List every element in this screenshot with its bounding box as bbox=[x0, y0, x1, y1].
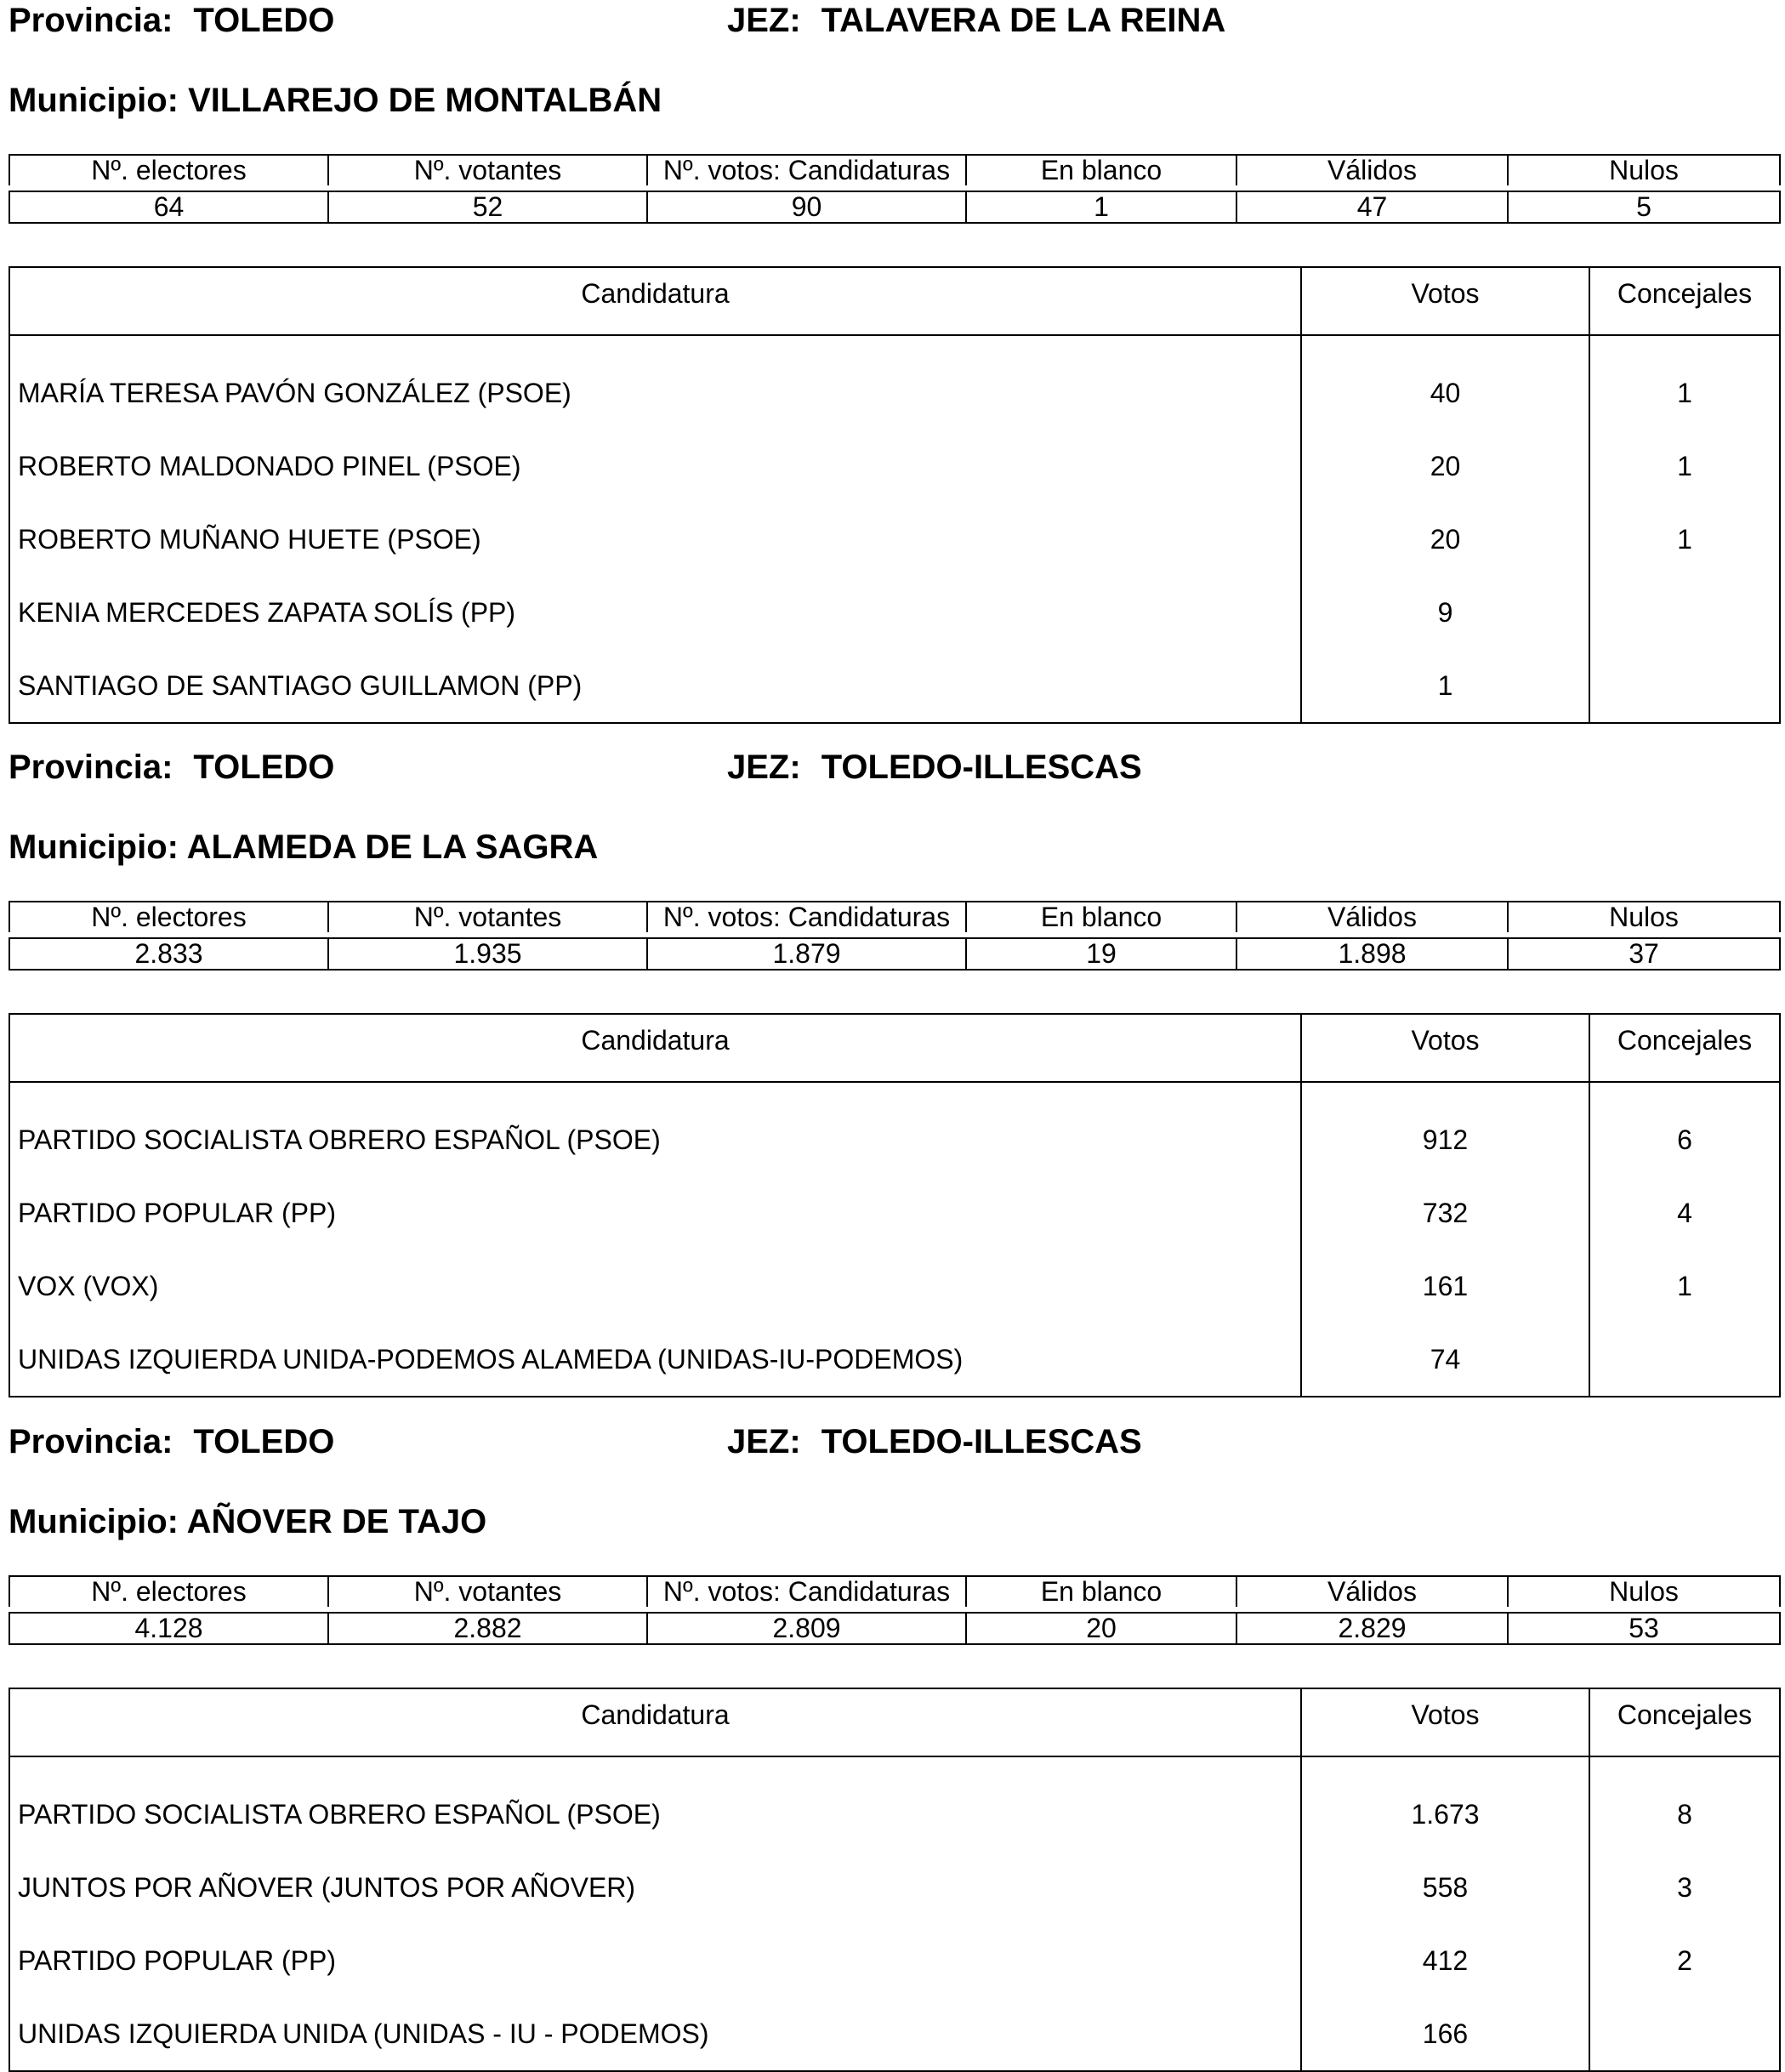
municipio-label: Municipio: bbox=[9, 828, 179, 866]
provincia-label: Provincia: bbox=[9, 2, 173, 39]
stat-header: Nulos bbox=[1508, 155, 1780, 185]
votos-value: 40 bbox=[1301, 356, 1589, 430]
stat-header: Nº. votos: Candidaturas bbox=[647, 155, 966, 185]
concejales-value: 8 bbox=[1589, 1778, 1780, 1851]
concejales-header: Concejales bbox=[1589, 1014, 1780, 1082]
votos-header: Votos bbox=[1301, 1688, 1589, 1756]
concejales-value: 4 bbox=[1589, 1176, 1780, 1249]
jez-value: TOLEDO-ILLESCAS bbox=[821, 749, 1142, 786]
candidaturas-header-row bbox=[9, 1014, 1780, 1082]
table-row bbox=[9, 1249, 1780, 1323]
concejales-header: Concejales bbox=[1589, 267, 1780, 335]
jez-label: JEZ: bbox=[727, 749, 801, 786]
stat-header: Nº. electores bbox=[9, 902, 328, 932]
votos-value: 1 bbox=[1301, 649, 1589, 723]
concejales-value bbox=[1589, 576, 1780, 649]
concejales-value: 1 bbox=[1589, 430, 1780, 503]
candidaturas-header-row bbox=[9, 267, 1780, 335]
stat-header: En blanco bbox=[966, 902, 1236, 932]
jez-heading bbox=[727, 0, 1225, 41]
votos-value: 20 bbox=[1301, 503, 1589, 576]
votos-header: Votos bbox=[1301, 1014, 1589, 1082]
candidatura-name: ROBERTO MUÑANO HUETE (PSOE) bbox=[9, 503, 1301, 576]
stats-table bbox=[9, 901, 1781, 971]
stat-value: 90 bbox=[647, 191, 966, 223]
stat-value: 4.128 bbox=[9, 1613, 328, 1644]
candidaturas-table bbox=[9, 1013, 1781, 1397]
jez-value: TALAVERA DE LA REINA bbox=[821, 2, 1226, 39]
stat-value: 53 bbox=[1508, 1613, 1780, 1644]
stat-header: Válidos bbox=[1236, 902, 1508, 932]
stats-header-row bbox=[9, 155, 1780, 185]
provincia-value: TOLEDO bbox=[193, 1423, 335, 1460]
candidatura-name: SANTIAGO DE SANTIAGO GUILLAMON (PP) bbox=[9, 649, 1301, 723]
provincia-heading bbox=[9, 0, 334, 41]
candidatura-header: Candidatura bbox=[9, 267, 1301, 335]
table-row bbox=[9, 1176, 1780, 1249]
candidatura-name: PARTIDO SOCIALISTA OBRERO ESPAÑOL (PSOE) bbox=[9, 1778, 1301, 1851]
jez-label: JEZ: bbox=[727, 2, 801, 39]
stat-header: En blanco bbox=[966, 1576, 1236, 1607]
votos-value: 558 bbox=[1301, 1851, 1589, 1924]
stats-table bbox=[9, 154, 1781, 224]
jez-heading bbox=[727, 1421, 1142, 1462]
provincia-label: Provincia: bbox=[9, 749, 173, 786]
concejales-value: 3 bbox=[1589, 1851, 1780, 1924]
candidaturas-header-row bbox=[9, 1688, 1780, 1756]
table-row bbox=[9, 1323, 1780, 1397]
jez-heading bbox=[727, 747, 1142, 788]
candidatura-header: Candidatura bbox=[9, 1688, 1301, 1756]
table-row bbox=[9, 1778, 1780, 1851]
candidatura-name: PARTIDO POPULAR (PP) bbox=[9, 1176, 1301, 1249]
provincia-heading bbox=[9, 1421, 334, 1462]
candidatura-header: Candidatura bbox=[9, 1014, 1301, 1082]
stat-value: 1 bbox=[966, 191, 1236, 223]
concejales-value: 1 bbox=[1589, 356, 1780, 430]
candidatura-name: ROBERTO MALDONADO PINEL (PSOE) bbox=[9, 430, 1301, 503]
candidatura-name: PARTIDO POPULAR (PP) bbox=[9, 1924, 1301, 1997]
stats-table bbox=[9, 1575, 1781, 1645]
candidatura-name: MARÍA TERESA PAVÓN GONZÁLEZ (PSOE) bbox=[9, 356, 1301, 430]
stat-value: 2.833 bbox=[9, 938, 328, 970]
candidaturas-table bbox=[9, 1688, 1781, 2072]
candidatura-name: KENIA MERCEDES ZAPATA SOLÍS (PP) bbox=[9, 576, 1301, 649]
stat-header: Nº. votantes bbox=[328, 1576, 647, 1607]
stat-header: Nulos bbox=[1508, 1576, 1780, 1607]
table-row bbox=[9, 1103, 1780, 1176]
votos-value: 20 bbox=[1301, 430, 1589, 503]
concejales-value: 6 bbox=[1589, 1103, 1780, 1176]
stat-value: 1.879 bbox=[647, 938, 966, 970]
stat-header: Nº. votantes bbox=[328, 155, 647, 185]
candidatura-name: VOX (VOX) bbox=[9, 1249, 1301, 1323]
candidatura-name: JUNTOS POR AÑOVER (JUNTOS POR AÑOVER) bbox=[9, 1851, 1301, 1924]
table-row bbox=[9, 576, 1780, 649]
stats-value-row bbox=[9, 938, 1780, 970]
concejales-value bbox=[1589, 1323, 1780, 1397]
provincia-label: Provincia: bbox=[9, 1423, 173, 1460]
stat-header: Nº. votos: Candidaturas bbox=[647, 1576, 966, 1607]
candidatura-name: UNIDAS IZQUIERDA UNIDA (UNIDAS - IU - PODEMOS) bbox=[9, 1997, 1301, 2071]
stat-value: 5 bbox=[1508, 191, 1780, 223]
stat-header: En blanco bbox=[966, 155, 1236, 185]
jez-label: JEZ: bbox=[727, 1423, 801, 1460]
votos-value: 161 bbox=[1301, 1249, 1589, 1323]
stat-value: 2.809 bbox=[647, 1613, 966, 1644]
candidatura-name: UNIDAS IZQUIERDA UNIDA-PODEMOS ALAMEDA (UNIDAS-IU-PODEMOS) bbox=[9, 1323, 1301, 1397]
stat-value: 37 bbox=[1508, 938, 1780, 970]
votos-value: 912 bbox=[1301, 1103, 1589, 1176]
votos-header: Votos bbox=[1301, 267, 1589, 335]
votos-value: 74 bbox=[1301, 1323, 1589, 1397]
votos-value: 732 bbox=[1301, 1176, 1589, 1249]
stats-header-row bbox=[9, 902, 1780, 932]
stat-value: 1.898 bbox=[1236, 938, 1508, 970]
stat-value: 2.882 bbox=[328, 1613, 647, 1644]
votos-value: 1.673 bbox=[1301, 1778, 1589, 1851]
municipio-value: VILLAREJO DE MONTALBÁN bbox=[188, 82, 662, 119]
municipio-heading bbox=[9, 1501, 486, 1542]
stat-header: Válidos bbox=[1236, 155, 1508, 185]
table-row bbox=[9, 649, 1780, 723]
stats-value-row bbox=[9, 191, 1780, 223]
table-row bbox=[9, 1924, 1780, 1997]
stat-header: Válidos bbox=[1236, 1576, 1508, 1607]
provincia-value: TOLEDO bbox=[193, 2, 335, 39]
stat-header: Nº. electores bbox=[9, 155, 328, 185]
stat-value: 47 bbox=[1236, 191, 1508, 223]
stat-value: 19 bbox=[966, 938, 1236, 970]
stat-header: Nº. votantes bbox=[328, 902, 647, 932]
votos-value: 9 bbox=[1301, 576, 1589, 649]
concejales-header: Concejales bbox=[1589, 1688, 1780, 1756]
concejales-value: 1 bbox=[1589, 1249, 1780, 1323]
stat-value: 2.829 bbox=[1236, 1613, 1508, 1644]
provincia-value: TOLEDO bbox=[193, 749, 335, 786]
provincia-heading bbox=[9, 747, 334, 788]
concejales-value bbox=[1589, 649, 1780, 723]
stat-value: 20 bbox=[966, 1613, 1236, 1644]
table-row bbox=[9, 1997, 1780, 2071]
jez-value: TOLEDO-ILLESCAS bbox=[821, 1423, 1142, 1460]
table-row bbox=[9, 503, 1780, 576]
concejales-value: 2 bbox=[1589, 1924, 1780, 1997]
candidatura-name: PARTIDO SOCIALISTA OBRERO ESPAÑOL (PSOE) bbox=[9, 1103, 1301, 1176]
municipio-label: Municipio: bbox=[9, 82, 179, 119]
table-row bbox=[9, 356, 1780, 430]
table-row bbox=[9, 1851, 1780, 1924]
table-row bbox=[9, 430, 1780, 503]
stats-header-row bbox=[9, 1576, 1780, 1607]
votos-value: 166 bbox=[1301, 1997, 1589, 2071]
candidaturas-table bbox=[9, 266, 1781, 724]
stat-header: Nº. votos: Candidaturas bbox=[647, 902, 966, 932]
stats-value-row bbox=[9, 1613, 1780, 1644]
stat-value: 64 bbox=[9, 191, 328, 223]
municipio-label: Municipio: bbox=[9, 1503, 179, 1540]
stat-header: Nulos bbox=[1508, 902, 1780, 932]
stat-value: 52 bbox=[328, 191, 647, 223]
concejales-value bbox=[1589, 1997, 1780, 2071]
municipio-heading bbox=[9, 827, 598, 868]
municipio-value: AÑOVER DE TAJO bbox=[186, 1503, 487, 1540]
municipio-value: ALAMEDA DE LA SAGRA bbox=[186, 828, 599, 866]
stat-value: 1.935 bbox=[328, 938, 647, 970]
concejales-value: 1 bbox=[1589, 503, 1780, 576]
stat-header: Nº. electores bbox=[9, 1576, 328, 1607]
municipio-heading bbox=[9, 80, 662, 121]
votos-value: 412 bbox=[1301, 1924, 1589, 1997]
